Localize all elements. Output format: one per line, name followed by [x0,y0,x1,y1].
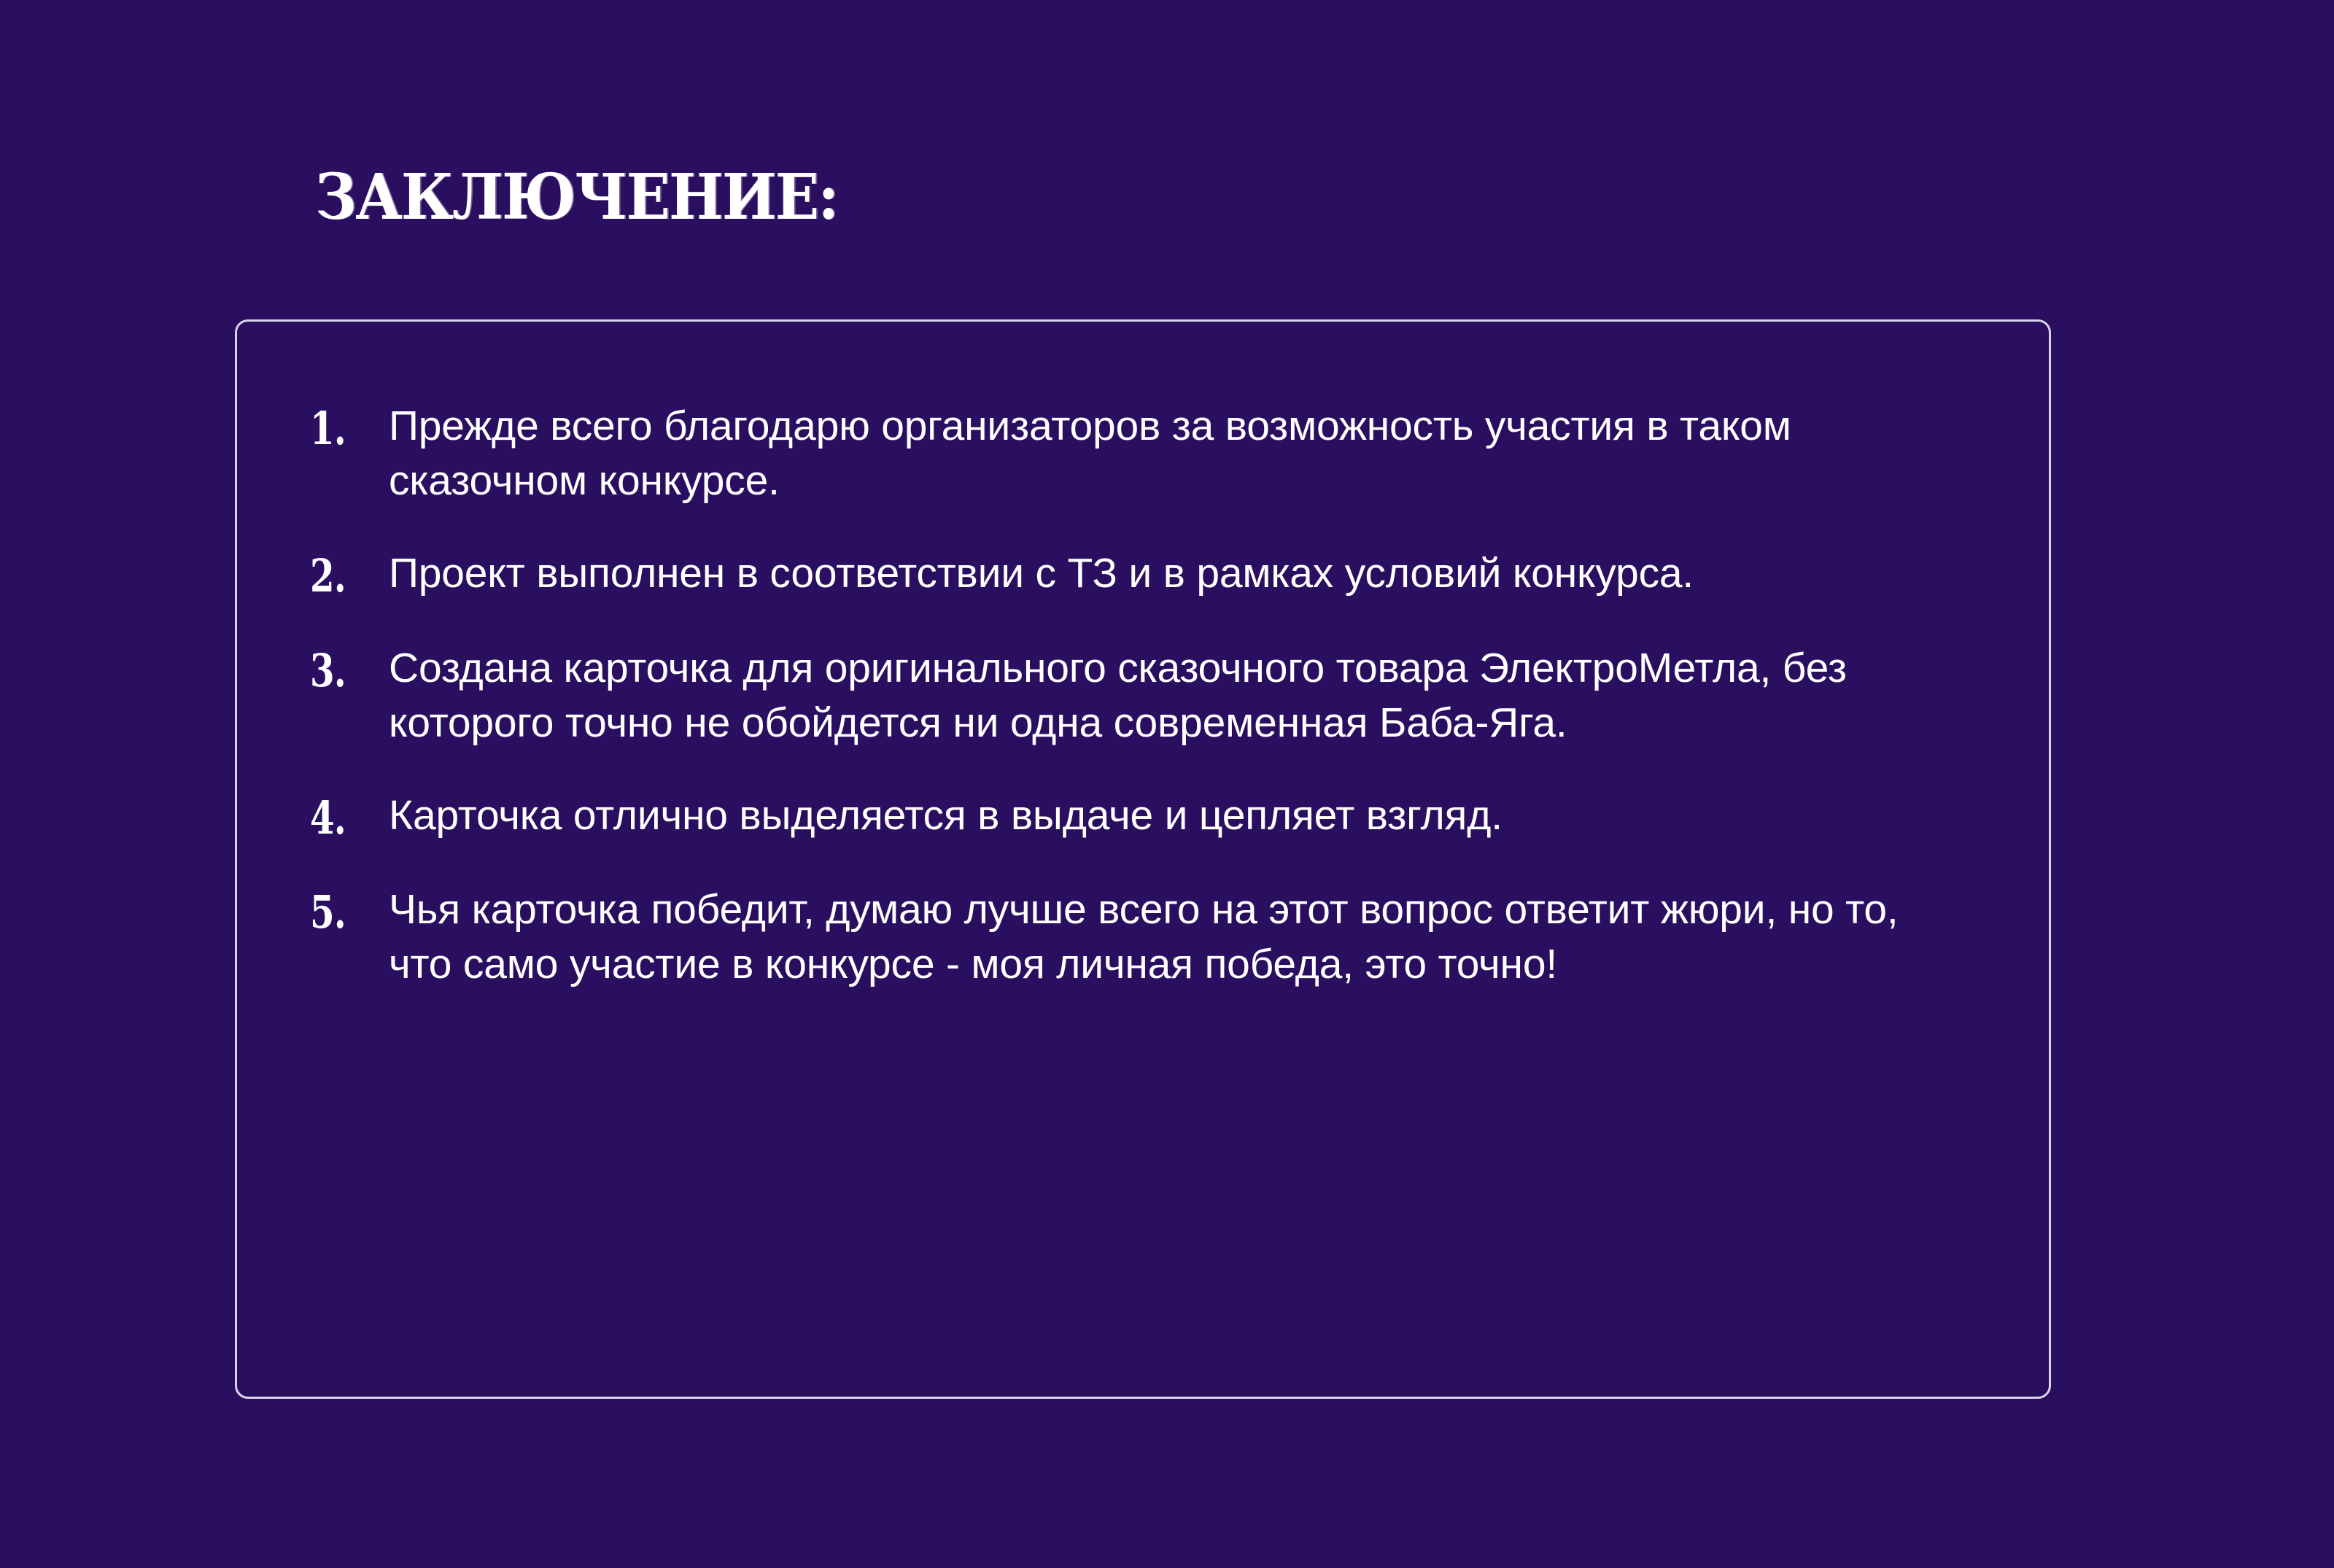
list-item-text: Прежде всего благодарю организаторов за возможность участия в таком сказочном конкурсе. [389,403,1791,505]
conclusion-frame [235,319,2051,1399]
list-item-text: Чья карточка победит, думаю лучше всего на этот вопрос ответит жюри, но то, что само участие в конкурсе - моя личная победа, это точно! [389,886,1899,988]
conclusion-list [310,399,1944,993]
page-title: ЗАКЛЮЧЕНИЕ: [315,160,838,234]
list-item [310,788,1944,845]
list-item-text: Проект выполнен в соответствии с ТЗ и в рамках условий конкурса. [389,550,1694,597]
list-item-text: Создана карточка для оригинального сказочного товара ЭлектроМетла, без которого точно не обойдется ни одна современная Баба-Яга. [389,644,1847,746]
list-item [310,399,1944,508]
list-item [310,641,1944,750]
list-item [310,882,1944,992]
list-item-text: Карточка отлично выделяется в выдаче и цепляет взгляд. [389,792,1503,839]
list-item-number: 4. [310,791,346,845]
list-item-number: 3. [310,643,346,697]
list-item-number: 1. [310,402,346,455]
list-item-number: 2. [310,549,346,603]
list-item-number: 5. [310,885,346,939]
list-item [310,546,1944,602]
